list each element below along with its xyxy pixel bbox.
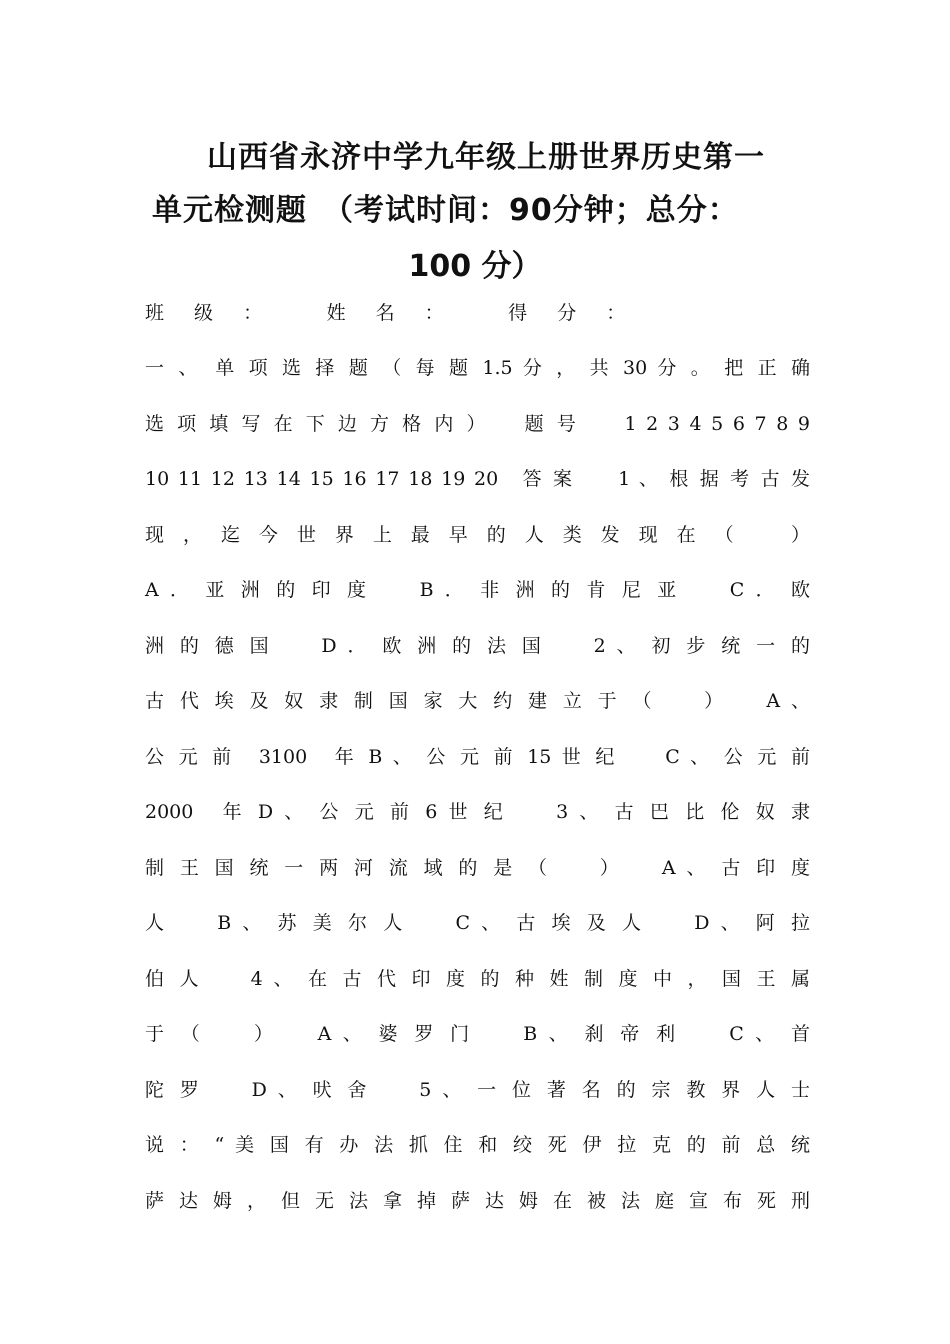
document-title-line-1: 山西省永济中学九年级上册世界历史第一 xyxy=(207,140,765,175)
student-info-line: 班 级 ： 姓 名 ： 得 分 ： xyxy=(145,302,638,324)
body-text-line: 人 B 、 苏 美 尔 人 C 、 古 埃 及 人 D 、 阿 拉 xyxy=(145,912,810,934)
body-text-line: 古 代 埃 及 奴 隶 制 国 家 大 约 建 立 于 （ ） A 、 xyxy=(145,690,810,712)
body-text-line: 一 、 单 项 选 择 题 （ 每 题 1.5 分 ， 共 30 分 。 把 正 确 xyxy=(145,357,810,379)
body-text-line: 2000 年 D 、 公 元 前 6 世 纪 3 、 古 巴 比 伦 奴 隶 xyxy=(145,801,810,823)
body-text-line: 公 元 前 3100 年 B 、 公 元 前 15 世 纪 C 、 公 元 前 xyxy=(145,746,810,768)
body-text-line: 于 （ ） A 、 婆 罗 门 B 、 刹 帝 利 C 、 首 xyxy=(145,1023,810,1045)
body-text-line: 制 王 国 统 一 两 河 流 域 的 是 （ ） A 、 古 印 度 xyxy=(145,857,810,879)
document-title-line-2: 单元检测题 （考试时间：90分钟；总分： xyxy=(152,193,739,228)
body-text-line: 陀 罗 D 、 吠 舍 5 、 一 位 著 名 的 宗 教 界 人 士 xyxy=(145,1079,810,1101)
body-text-line: 选 项 填 写 在 下 边 方 格 内 ） 题 号 1 2 3 4 5 6 7 8 9 xyxy=(145,413,810,435)
body-text-line: 萨 达 姆 ， 但 无 法 拿 掉 萨 达 姆 在 被 法 庭 宣 布 死 刑 xyxy=(145,1190,810,1212)
body-text-line: 洲 的 德 国 D ． 欧 洲 的 法 国 2 、 初 步 统 一 的 xyxy=(145,635,810,657)
document-title-line-3: 100 分） xyxy=(408,249,542,284)
body-text-line: A ． 亚 洲 的 印 度 B ． 非 洲 的 肯 尼 亚 C ． 欧 xyxy=(145,579,810,601)
body-text-line: 说 ： “ 美 国 有 办 法 抓 住 和 绞 死 伊 拉 克 的 前 总 统 xyxy=(145,1134,810,1156)
body-text-line: 现 ， 迄 今 世 界 上 最 早 的 人 类 发 现 在 （ ） xyxy=(145,524,810,546)
body-text-line: 伯 人 4 、 在 古 代 印 度 的 种 姓 制 度 中 ， 国 王 属 xyxy=(145,968,810,990)
body-text-line: 10 11 12 13 14 15 16 17 18 19 20 答 案 1 、 根 据 考 古 发 xyxy=(145,468,810,490)
